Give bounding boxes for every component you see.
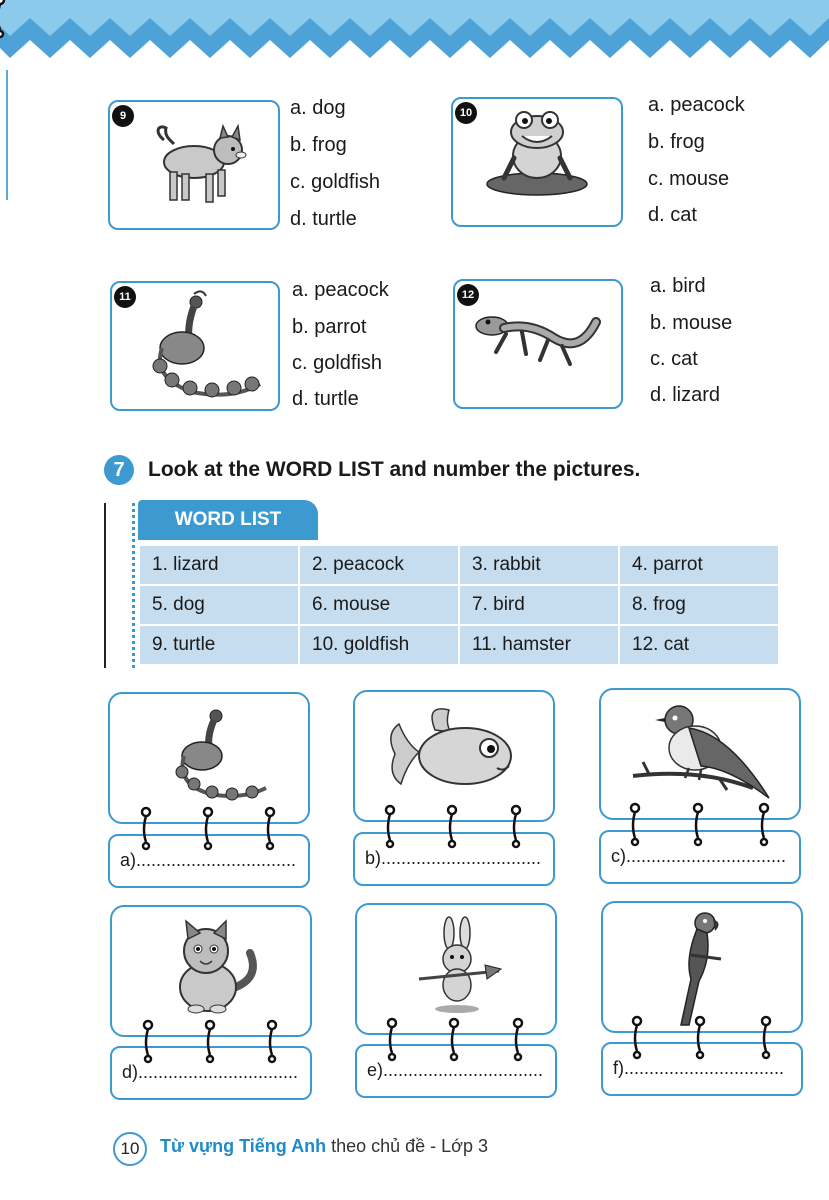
option-c: c. goldfish — [290, 171, 381, 193]
option-c: c. cat — [650, 348, 698, 370]
question-number: 11 — [114, 286, 136, 308]
question-number: 10 — [455, 102, 477, 124]
option-d: d. turtle — [292, 388, 359, 410]
word-list-cell: 9. turtle — [140, 626, 298, 664]
option-d: d. turtle — [290, 208, 357, 230]
page-number: 10 — [113, 1132, 147, 1166]
option-a: a. peacock — [648, 94, 745, 116]
answer-label: a)................................ — [120, 850, 297, 870]
answer-label: e)................................ — [367, 1060, 544, 1080]
section-title: Look at the WORD LIST and number the pictures. — [148, 458, 641, 481]
word-list-cell: 6. mouse — [300, 586, 458, 624]
word-list-cell: 2. peacock — [300, 546, 458, 584]
word-list-cell: 1. lizard — [140, 546, 298, 584]
option-b: b. mouse — [650, 312, 733, 334]
word-list-cell: 5. dog — [140, 586, 298, 624]
option-b: b. parrot — [292, 316, 367, 338]
section-number-badge: 7 — [104, 455, 134, 485]
answer-label: b)................................ — [365, 848, 542, 868]
option-c: c. goldfish — [292, 352, 383, 374]
book-title-bold: Từ vựng Tiếng Anh — [160, 1136, 327, 1156]
word-list-cell: 4. parrot — [620, 546, 778, 584]
word-list-cell: 12. cat — [620, 626, 778, 664]
question-number: 9 — [112, 105, 134, 127]
answer-label: f)................................ — [613, 1058, 785, 1078]
word-list-label: WORD LIST — [138, 500, 318, 540]
option-a: a. bird — [650, 275, 706, 297]
question-number: 12 — [457, 284, 479, 306]
book-title — [160, 1134, 488, 1158]
option-b: b. frog — [290, 134, 347, 156]
option-a: a. dog — [290, 97, 346, 119]
word-list-cell: 11. hamster — [460, 626, 618, 664]
book-title-rest: theo chủ đề - Lớp 3 — [326, 1136, 488, 1156]
word-list-cell: 8. frog — [620, 586, 778, 624]
option-b: b. frog — [648, 131, 705, 153]
option-d: d. cat — [648, 204, 697, 226]
option-c: c. mouse — [648, 168, 730, 190]
answer-label: c)................................ — [611, 846, 787, 866]
answer-label: d)................................ — [122, 1062, 299, 1082]
option-a: a. peacock — [292, 279, 389, 301]
word-list-cell: 3. rabbit — [460, 546, 618, 584]
word-list-cell: 10. goldfish — [300, 626, 458, 664]
word-list-cell: 7. bird — [460, 586, 618, 624]
option-d: d. lizard — [650, 384, 721, 406]
